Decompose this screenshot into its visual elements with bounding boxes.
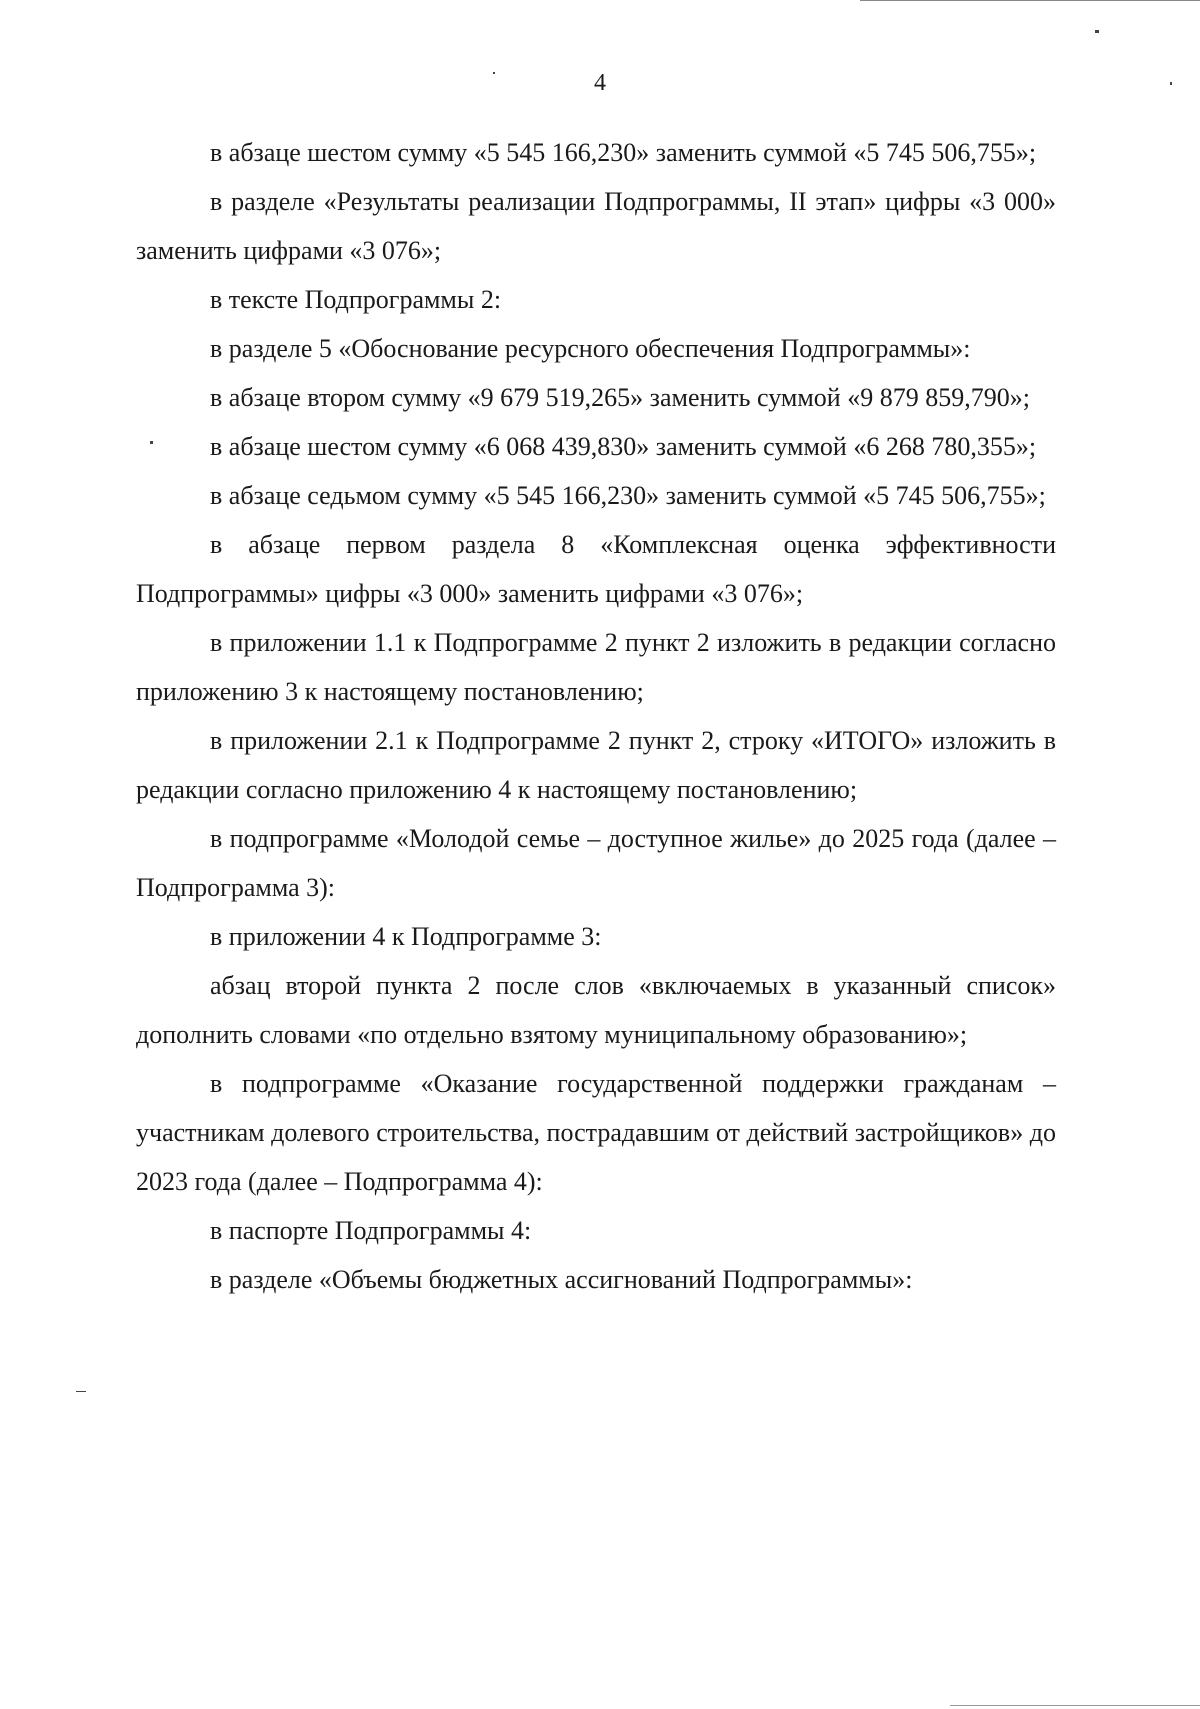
paragraph: в приложении 4 к Подпрограмме 3:: [210, 922, 602, 951]
paragraph: в подпрограмме «Молодой семье – доступное жилье» до 2025 года (далее – Подпрограмма 3):: [136, 824, 1056, 902]
paragraph: в тексте Подпрограммы 2:: [210, 285, 502, 314]
scan-artifact: [860, 0, 1200, 1]
paragraph: в абзаце первом раздела 8 «Комплексная оценка эффективности Подпрограммы» цифры «3 000» заменить цифрами «3 076»;: [136, 530, 1056, 608]
paragraph: в разделе «Объемы бюджетных ассигнований Подпрограммы»:: [210, 1265, 913, 1294]
scan-artifact: [1095, 30, 1099, 33]
paragraph: в абзаце шестом сумму «6 068 439,830» заменить суммой «6 268 780,355»;: [210, 432, 1037, 461]
document-body: [136, 128, 1056, 1304]
paragraph: в подпрограмме «Оказание государственной поддержки гражданам – участникам долевого строительства, пострадавшим от действий застройщиков» до 2023 года (далее – Подпрограмма 4):: [136, 1069, 1056, 1196]
page-number: 4: [594, 70, 606, 96]
paragraph: в абзаце втором сумму «9 679 519,265» заменить суммой «9 879 859,790»;: [210, 383, 1030, 412]
paragraph: в абзаце седьмом сумму «5 545 166,230» заменить суммой «5 745 506,755»;: [210, 481, 1046, 510]
paragraph: абзац второй пункта 2 после слов «включаемых в указанный список» дополнить словами «по отдельно взятому муниципальному образованию»;: [136, 971, 1056, 1049]
scan-artifact: [76, 1391, 86, 1392]
paragraph: в паспорте Подпрограммы 4:: [210, 1216, 532, 1245]
paragraph: в разделе «Результаты реализации Подпрограммы, II этап» цифры «3 000» заменить цифрами «3 076»;: [136, 187, 1056, 265]
scan-artifact: [950, 1705, 1200, 1706]
paragraph: в абзаце шестом сумму «5 545 166,230» заменить суммой «5 745 506,755»;: [210, 138, 1037, 167]
scan-artifact: [493, 72, 495, 74]
paragraph: в приложении 2.1 к Подпрограмме 2 пункт 2, строку «ИТОГО» изложить в редакции согласно приложению 4 к настоящему постановлению;: [136, 726, 1056, 804]
scan-artifact: [1170, 82, 1172, 85]
paragraph: в разделе 5 «Обоснование ресурсного обеспечения Подпрограммы»:: [210, 334, 971, 363]
paragraph: в приложении 1.1 к Подпрограмме 2 пункт 2 изложить в редакции согласно приложению 3 к настоящему постановлению;: [136, 628, 1056, 706]
